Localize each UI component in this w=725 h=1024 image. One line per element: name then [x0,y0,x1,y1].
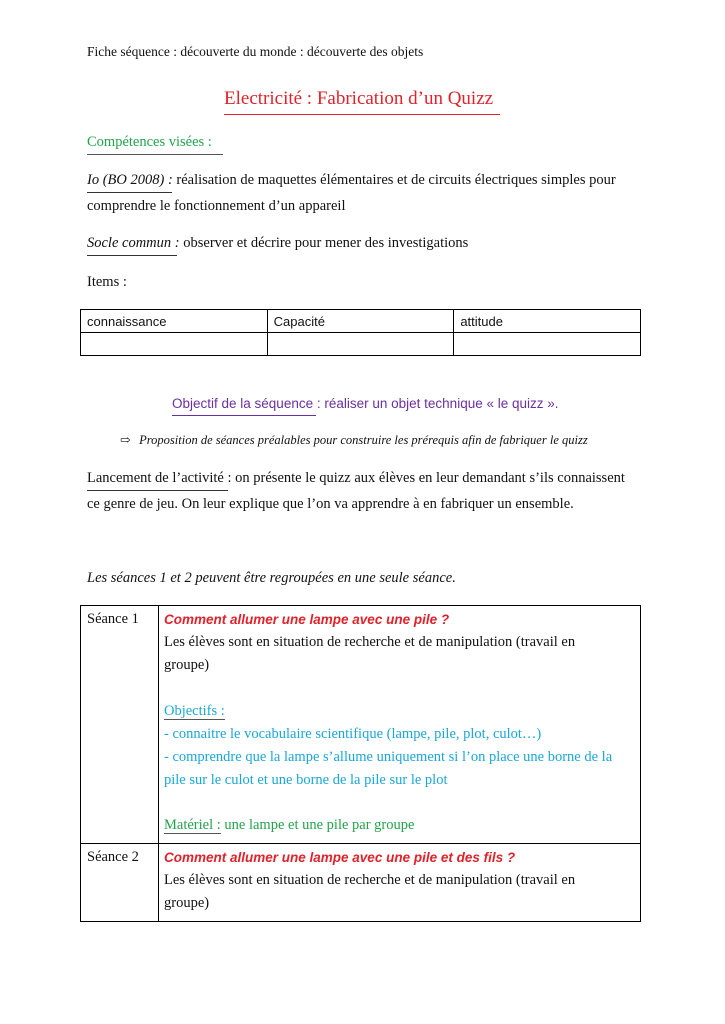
socle-paragraph [87,235,468,252]
session-label: Séance 2 [81,844,159,922]
objective-text: réaliser un objet technique « le quizz ». [324,396,559,411]
lancement-text-line2: ce genre de jeu. On leur explique que l’on va apprendre à en fabriquer un ensemble. [87,496,574,512]
materiel-line [164,814,635,837]
competences-label: Compétences visées : [87,134,212,150]
objectif-line: - connaitre le vocabulaire scientifique (lampe, pile, plot, culot…) [164,726,542,742]
competences-underline [87,154,223,155]
socle-text: observer et décrire pour mener des investigations [183,235,469,251]
objectif-line: - comprendre que la lampe s’allume uniquement si l’on place une borne de la [164,749,613,765]
session-label: Séance 1 [81,606,159,844]
items-empty-row [81,333,641,356]
sessions-table [80,605,641,922]
title-underline [224,114,500,115]
materiel-label: Matériel : [164,817,221,833]
proposition-text: Proposition de séances préalables pour construire les prérequis afin de fabriquer le quizz [139,433,588,447]
materiel-text: une lampe et une pile par groupe [224,817,415,833]
io-underline [87,192,172,193]
io-label: Io (BO 2008) : [87,172,173,188]
session-desc-line2: groupe) [164,895,210,911]
document-header: Fiche séquence : découverte du monde : découverte des objets [87,44,424,59]
objective-underline [172,415,316,416]
session-question: Comment allumer une lampe avec une pile ? [164,612,450,627]
socle-underline [87,255,177,256]
items-cell [81,333,268,356]
io-paragraph [87,172,616,189]
session-row [81,606,641,844]
session-desc-line2: groupe) [164,657,210,673]
items-header-cell: attitude [454,310,641,333]
lancement-paragraph [87,470,625,487]
objective-line [172,396,559,411]
arrow-right-icon: ⇨ [120,433,131,447]
proposition-line [120,432,588,448]
lancement-text-line1: on présente le quizz aux élèves en leur demandant s’ils connaissent [235,470,625,486]
items-header-cell: Capacité [267,310,454,333]
session-question: Comment allumer une lampe avec une pile et des fils ? [164,850,516,865]
session-row [81,844,641,922]
items-cell [454,333,641,356]
socle-label: Socle commun : [87,235,180,251]
regroupement-note: Les séances 1 et 2 peuvent être regroupées en une seule séance. [87,570,456,586]
objective-label: Objectif de la séquence : [172,396,321,411]
session-content [159,844,641,922]
session-desc-line1: Les élèves sont en situation de recherche et de manipulation (travail en [164,872,576,888]
items-label: Items : [87,274,127,290]
session-desc-line1: Les élèves sont en situation de recherche et de manipulation (travail en [164,634,576,650]
lancement-underline [87,490,228,491]
page-title: Electricité : Fabrication d’un Quizz [224,88,494,109]
objectif-line: pile sur le culot et une borne de la pile sur le plot [164,772,448,788]
lancement-label: Lancement de l’activité : [87,470,232,486]
objectifs-label: Objectifs : [164,703,225,719]
items-header-row [81,310,641,333]
io-text-line1: réalisation de maquettes élémentaires et de circuits électriques simples pour [176,172,616,188]
items-cell [267,333,454,356]
session-content [159,606,641,844]
items-table [80,309,641,356]
items-header-cell: connaissance [81,310,268,333]
io-text-line2: comprendre le fonctionnement d’un appareil [87,198,346,214]
